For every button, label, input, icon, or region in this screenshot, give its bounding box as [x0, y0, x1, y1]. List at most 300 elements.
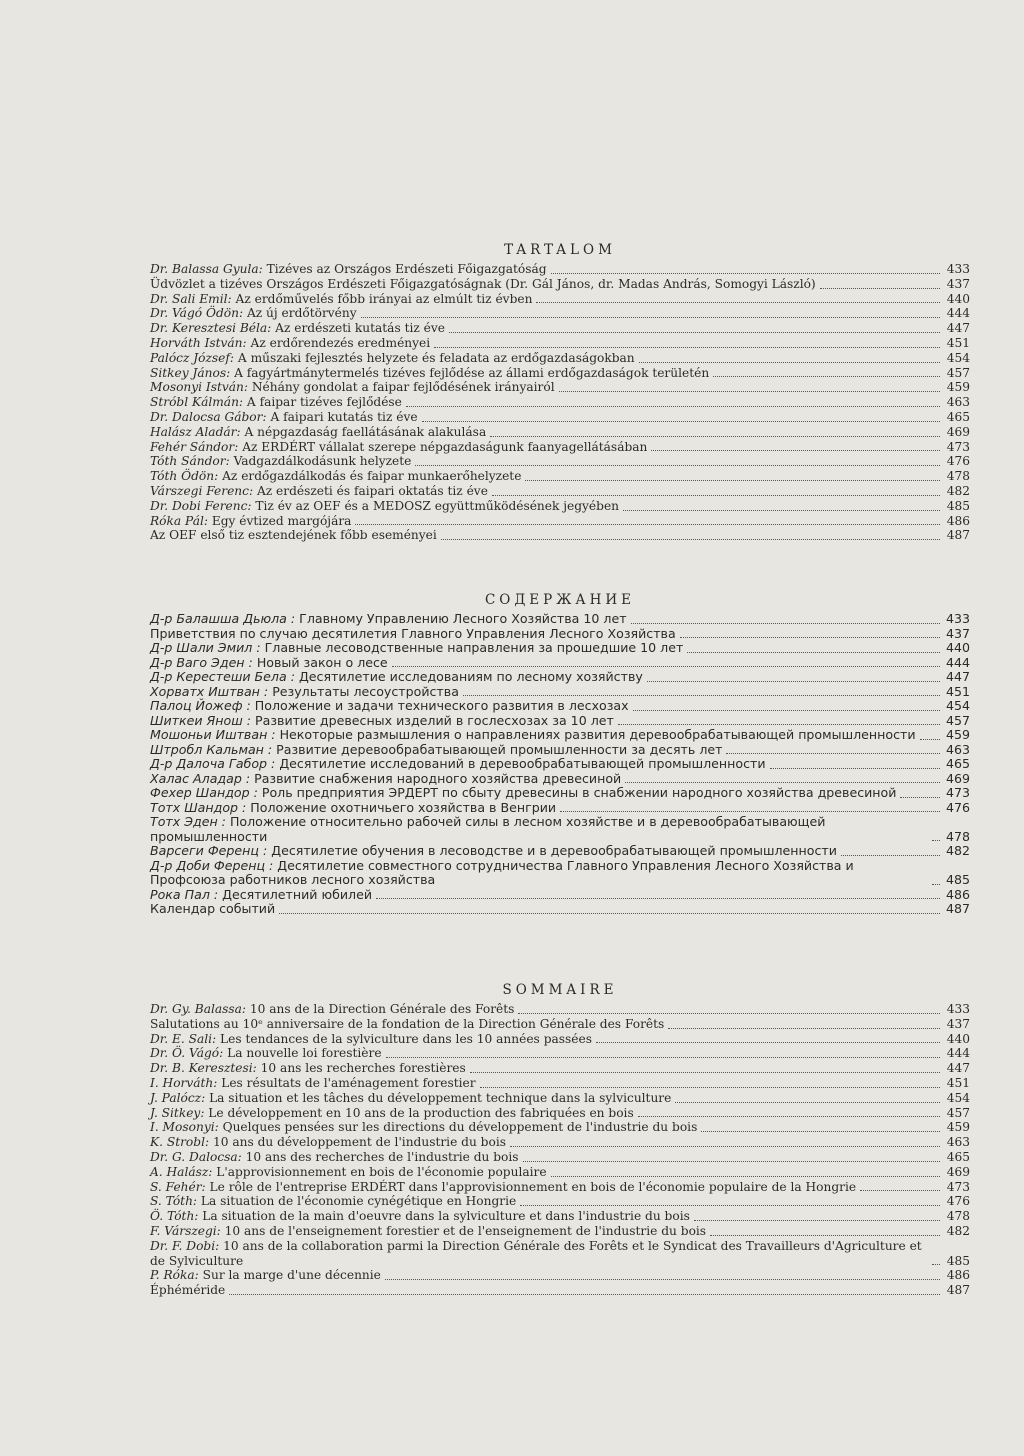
toc-french: [150, 982, 970, 1298]
toc-entry: [150, 1061, 970, 1076]
toc-entry: [150, 292, 970, 307]
toc-entry: [150, 902, 970, 917]
toc-entry-page: 469: [946, 424, 970, 439]
toc-entry-title: Некоторые размышления о направлениях развития деревообрабатывающей промышленности: [279, 727, 916, 742]
toc-entry: [150, 1224, 970, 1239]
toc-entry-text: [150, 469, 521, 484]
toc-entry: [150, 728, 970, 743]
toc-entry-author: Mosonyi István:: [150, 380, 248, 395]
toc-entry-text: [150, 1239, 928, 1269]
toc-entry-author: Dr. Dalocsa Gábor:: [150, 409, 267, 424]
toc-entry-author: Halász Aladár:: [150, 424, 241, 439]
toc-entry-page: 457: [946, 1105, 970, 1120]
toc-list-french: [150, 1002, 970, 1298]
toc-entry-page: 447: [946, 1061, 970, 1076]
dot-leader: [770, 768, 940, 769]
toc-entry-page: 486: [946, 1268, 970, 1283]
toc-entry-page: 444: [945, 654, 970, 670]
toc-entry: [150, 1239, 970, 1269]
toc-list-hungarian: [150, 262, 970, 543]
toc-entry: [150, 1017, 970, 1032]
dot-leader: [680, 637, 940, 638]
toc-entry-author: Fehér Sándor:: [150, 439, 239, 454]
toc-entry-page: 473: [945, 785, 970, 800]
toc-entry-title: Le rôle de l'entreprise ERDÉRT dans l'approvisionnement en bois de l'économie populaire de la Hongrie: [209, 1179, 857, 1194]
toc-entry-title: La situation de la main d'oeuvre dans la sylviculture et dans l'industrie du bois: [202, 1209, 690, 1224]
toc-entry: [150, 1046, 970, 1061]
toc-entry-page: 433: [946, 1002, 970, 1016]
toc-entry-author: Dr. E. Sali:: [150, 1031, 217, 1046]
dot-leader: [713, 376, 940, 377]
toc-entry-page: 454: [946, 350, 970, 365]
toc-entry-text: [150, 1224, 706, 1239]
toc-entry-page: 487: [946, 528, 970, 543]
toc-entry-author: Sitkey János:: [150, 365, 231, 380]
toc-entry-title: La situation et les tâches du développement technique dans la sylviculture: [209, 1090, 672, 1105]
toc-entry-title: Приветствия по случаю десятилетия Главного Управления Лесного Хозяйства: [150, 625, 676, 641]
toc-russian: [150, 592, 970, 917]
toc-entry-author: Халас Аладар :: [150, 770, 251, 786]
toc-entry-page: 451: [945, 683, 970, 699]
toc-entry-page: 440: [945, 640, 970, 655]
toc-entry-title: Главные лесоводственные направления за прошедшие 10 лет: [264, 640, 684, 655]
dot-leader: [623, 510, 940, 511]
dot-leader: [633, 710, 940, 711]
toc-entry: [150, 757, 970, 772]
toc-entry-author: Тотх Шандор :: [150, 799, 247, 815]
toc-entry: [150, 641, 970, 656]
toc-entry-title: Üdvözlet a tizéves Országos Erdészeti Főigazgatóságnak (Dr. Gál János, dr. Madas András, Somogyi László): [150, 276, 816, 291]
toc-entry-text: [150, 1268, 381, 1283]
toc-entry-title: 10 ans les recherches forestières: [260, 1061, 466, 1076]
toc-entry-title: Развитие снабжения народного хозяйства древесиной: [254, 770, 622, 786]
toc-entry-author: I. Horváth:: [150, 1075, 218, 1090]
toc-entry-author: Dr. Sali Emil:: [150, 291, 232, 306]
dot-leader: [932, 884, 940, 885]
toc-entry-author: Д-р Доби Ференц :: [150, 857, 274, 873]
toc-entry-page: 478: [945, 828, 970, 844]
toc-entry-author: K. Strobl:: [150, 1135, 210, 1150]
toc-entry-title: Salutations au 10ᵉ anniversaire de la fondation de la Direction Générale des Forêts: [150, 1016, 665, 1031]
toc-entry: [150, 888, 970, 903]
toc-entry-page: 486: [946, 513, 970, 528]
toc-entry-text: [150, 1046, 382, 1061]
toc-entry-title: Десятилетие обучения в лесоводстве и в деревообрабатывающей промышленности: [271, 843, 837, 858]
toc-entry-title: 10 ans de l'enseignement forestier et de l'enseignement de l'industrie du bois: [224, 1223, 707, 1238]
dot-leader: [710, 1235, 940, 1236]
toc-entry-title: Sur la marge d'une décennie: [202, 1268, 381, 1283]
toc-entry-text: [150, 627, 676, 642]
toc-entry-text: [150, 815, 928, 844]
toc-entry-author: Хорватх Иштван :: [150, 683, 269, 699]
toc-entry-text: [150, 1091, 671, 1106]
toc-entry-page: 437: [946, 276, 970, 291]
toc-entry-text: [150, 1017, 664, 1032]
dot-leader: [406, 406, 940, 407]
toc-entry-page: 440: [946, 291, 970, 306]
toc-entry-text: [150, 641, 683, 656]
toc-entry-text: [150, 1120, 697, 1135]
toc-entry: [150, 859, 970, 888]
dot-leader: [625, 782, 940, 783]
toc-entry-page: 457: [946, 365, 970, 380]
toc-entry-text: [150, 484, 488, 499]
toc-entry-author: Фехер Шандор :: [150, 785, 258, 800]
toc-entry-title: Néhány gondolat a faipar fejlődésének irányairól: [251, 380, 555, 395]
dot-leader: [694, 1220, 940, 1221]
toc-entry-text: [150, 714, 614, 729]
toc-entry-title: Az erdészeti és faipari oktatás tiz éve: [256, 483, 488, 498]
dot-leader: [551, 1176, 940, 1177]
toc-entry: [150, 772, 970, 787]
toc-entry: [150, 380, 970, 395]
toc-entry: [150, 1194, 970, 1209]
dot-leader: [463, 695, 940, 696]
toc-entry-page: 473: [946, 1179, 970, 1194]
toc-entry-title: Развитие деревообрабатывающей промышленности за десять лет: [276, 741, 723, 757]
toc-entry-author: I. Mosonyi:: [150, 1120, 219, 1135]
dot-leader: [668, 1028, 940, 1029]
toc-entry-title: Результаты лесоустройства: [272, 683, 459, 699]
toc-entry-author: Várszegi Ferenc:: [150, 483, 254, 498]
toc-entry-text: [150, 1002, 514, 1017]
toc-entry-text: [150, 395, 402, 410]
toc-heading-russian: СОДЕРЖАНИЕ: [484, 592, 636, 608]
toc-entry: [150, 1180, 970, 1195]
toc-entry: [150, 714, 970, 729]
toc-entry: [150, 336, 970, 351]
toc-entry-title: La nouvelle loi forestière: [227, 1046, 382, 1061]
toc-entry-page: 486: [945, 886, 970, 902]
toc-entry-title: Quelques pensées sur les directions du développement de l'industrie du bois: [222, 1120, 698, 1135]
toc-entry-text: [150, 336, 430, 351]
toc-entry-page: 451: [946, 1075, 970, 1090]
toc-entry-page: 476: [946, 1194, 970, 1209]
toc-entry: [150, 1032, 970, 1047]
toc-entry-title: Az erdőművelés főbb irányai az elmúlt tiz évben: [235, 291, 533, 306]
toc-entry-author: S. Fehér:: [150, 1179, 206, 1194]
toc-entry-text: [150, 888, 372, 903]
toc-entry-page: 482: [946, 483, 970, 498]
toc-entry: [150, 1165, 970, 1180]
toc-entry-title: Le développement en 10 ans de la production des fabriquées en bois: [208, 1105, 634, 1120]
toc-entry: [150, 685, 970, 700]
toc-entry: [150, 743, 970, 758]
toc-entry-title: Az új erdőtörvény: [246, 306, 357, 321]
dot-leader: [675, 1102, 940, 1103]
toc-entry-text: [150, 1076, 476, 1091]
toc-entry-text: [150, 699, 629, 714]
toc-entry-page: 463: [946, 1135, 970, 1150]
toc-entry: [150, 321, 970, 336]
toc-entry-text: [150, 454, 411, 469]
toc-heading-hungarian: TARTALOM: [504, 242, 616, 258]
toc-entry: [150, 699, 970, 714]
toc-entry-title: Les tendances de la sylviculture dans les 10 années passées: [220, 1031, 592, 1046]
dot-leader: [651, 450, 940, 451]
toc-entry-page: 473: [946, 439, 970, 454]
dot-leader: [470, 1072, 940, 1073]
toc-entry-text: [150, 410, 418, 425]
dot-leader: [647, 681, 940, 682]
toc-entry-page: 447: [946, 321, 970, 336]
toc-entry-page: 457: [945, 712, 970, 728]
toc-entry-text: [150, 1194, 516, 1209]
toc-entry-page: 451: [946, 335, 970, 350]
toc-entry-text: [150, 1106, 634, 1121]
toc-entry-title: Tizéves az Országos Erdészeti Főigazgatóság: [266, 262, 547, 276]
dot-leader: [559, 391, 940, 392]
dot-leader: [490, 436, 940, 437]
toc-entry-author: Рока Пал :: [150, 886, 219, 902]
toc-entry-author: P. Róka:: [150, 1268, 199, 1283]
toc-entry-title: Положение относительно рабочей силы в лесном хозяйстве и в деревообрабатывающей промышленности: [150, 814, 826, 844]
toc-entry: [150, 627, 970, 642]
toc-entry: [150, 277, 970, 292]
dot-leader: [518, 1013, 940, 1014]
toc-entry: [150, 815, 970, 844]
toc-entry-title: 10 ans des recherches de l'industrie du bois: [245, 1149, 519, 1164]
toc-entry: [150, 306, 970, 321]
dot-leader: [422, 421, 940, 422]
toc-entry: [150, 670, 970, 685]
toc-entry-title: Egy évtized margójára: [211, 513, 352, 528]
dot-leader: [932, 1264, 940, 1265]
toc-entry: [150, 1150, 970, 1165]
toc-entry-author: Dr. Vágó Ödön:: [150, 306, 244, 321]
toc-entry-text: [150, 425, 486, 440]
toc-entry-title: Az erdőgazdálkodás és faipar munkaerőhelyzete: [222, 469, 522, 484]
toc-entry-title: A faipar tizéves fejlődése: [246, 395, 402, 410]
toc-entry-author: Dr. Ö. Vágó:: [150, 1046, 224, 1061]
toc-entry-author: S. Tóth:: [150, 1194, 198, 1209]
toc-entry-title: L'approvisionnement en bois de l'économie populaire: [216, 1164, 547, 1179]
toc-entry-title: Главному Управлению Лесного Хозяйства 10 лет: [299, 611, 627, 626]
toc-entry-title: 10 ans de la collaboration parmi la Direction Générale des Forêts et le Syndicat des Travailleurs d'Agriculture et de Sylviculture: [150, 1238, 922, 1268]
toc-entry: [150, 1135, 970, 1150]
toc-entry-title: A fagyártmánytermelés tizéves fejlődése az állami erdőgazdaságok területén: [234, 365, 710, 380]
toc-entry-title: A népgazdaság faellátásának alakulása: [244, 424, 487, 439]
dot-leader: [900, 797, 940, 798]
toc-entry-page: 463: [945, 741, 970, 757]
toc-entry-text: [150, 1032, 592, 1047]
toc-entry-title: Положение охотничьего хозяйства в Венгрии: [250, 799, 557, 815]
toc-entry-author: Д-р Далоча Габор :: [150, 756, 276, 771]
toc-entry-text: [150, 262, 547, 277]
toc-entry-title: Az erdészeti kutatás tiz éve: [275, 321, 445, 336]
dot-leader: [932, 840, 940, 841]
toc-entry: [150, 395, 970, 410]
toc-entry-page: 476: [946, 454, 970, 469]
toc-entry-author: Д-р Балашша Дьюла :: [150, 611, 296, 626]
toc-entry-author: Róka Pál:: [150, 513, 208, 528]
toc-entry-text: [150, 685, 459, 700]
toc-entry-author: Dr. B. Keresztesi:: [150, 1061, 257, 1076]
toc-entry-title: Роль предприятия ЭРДЕРТ по сбыту древесины в снабжении народного хозяйства древесиной: [261, 785, 897, 800]
dot-leader: [560, 811, 940, 812]
toc-entry-text: [150, 670, 643, 685]
toc-entry-text: [150, 499, 619, 514]
dot-leader: [480, 1087, 940, 1088]
toc-entry-text: [150, 351, 635, 366]
toc-entry-text: [150, 801, 556, 816]
toc-entry-author: F. Várszegi:: [150, 1223, 221, 1238]
dot-leader: [523, 1161, 940, 1162]
dot-leader: [376, 898, 940, 899]
toc-entry-title: Les résultats de l'aménagement forestier: [221, 1075, 476, 1090]
toc-entry: [150, 844, 970, 859]
dot-leader: [441, 539, 940, 540]
toc-entry-text: [150, 514, 351, 529]
toc-entry: [150, 656, 970, 671]
toc-entry-page: 463: [946, 395, 970, 410]
toc-entry-text: [150, 772, 621, 787]
dot-leader: [596, 1042, 940, 1043]
toc-entry: [150, 454, 970, 469]
toc-entry-title: Календар событий: [150, 901, 276, 916]
toc-entry: [150, 528, 970, 543]
toc-entry: [150, 1209, 970, 1224]
toc-entry-page: 454: [946, 1090, 970, 1105]
toc-entry-author: Шиткеи Янош :: [150, 712, 251, 728]
toc-entry-page: 437: [946, 1016, 970, 1031]
toc-entry-title: Éphéméride: [150, 1283, 226, 1298]
dot-leader: [355, 524, 940, 525]
toc-entry-text: [150, 321, 445, 336]
toc-entry-title: 10 ans de la Direction Générale des Forêts: [249, 1002, 515, 1016]
toc-entry-title: Новый закон о лесе: [256, 654, 388, 670]
toc-entry-page: 433: [946, 262, 970, 276]
dot-leader: [618, 724, 940, 725]
toc-entry-text: [150, 366, 709, 381]
toc-entry-author: Dr. Gy. Balassa:: [150, 1002, 247, 1016]
dot-leader: [229, 1294, 940, 1295]
toc-entry-title: Десятилетний юбилей: [222, 886, 373, 902]
toc-entry: [150, 1268, 970, 1283]
toc-entry-page: 478: [946, 469, 970, 484]
toc-entry-page: 437: [945, 625, 970, 641]
toc-entry-author: Д-р Керестеши Бела :: [150, 669, 295, 684]
toc-entry-text: [150, 656, 388, 671]
toc-entry-text: [150, 1061, 466, 1076]
toc-entry-page: 469: [946, 1164, 970, 1179]
toc-entry: [150, 499, 970, 514]
toc-entry-page: 485: [945, 872, 970, 887]
toc-entry-page: 476: [945, 799, 970, 815]
dot-leader: [279, 913, 940, 914]
toc-entry-page: 485: [946, 498, 970, 513]
toc-entry: [150, 786, 970, 801]
toc-entry: [150, 484, 970, 499]
dot-leader: [639, 362, 940, 363]
toc-entry-page: 482: [945, 843, 970, 858]
toc-entry-title: 10 ans du développement de l'industrie du bois: [212, 1135, 506, 1150]
toc-entry: [150, 410, 970, 425]
dot-leader: [361, 317, 940, 318]
toc-entry-title: La situation de l'économie cynégétique en Hongrie: [200, 1194, 517, 1209]
dot-leader: [392, 666, 940, 667]
toc-entry-author: Palócz József:: [150, 350, 235, 365]
toc-entry-author: Варсеги Ференц :: [150, 843, 268, 858]
dot-leader: [386, 1057, 940, 1058]
toc-entry-text: [150, 292, 532, 307]
toc-entry-title: Az ERDÉRT vállalat szerepe népgazdaságunk faanyagellátásában: [242, 439, 648, 454]
toc-entry-text: [150, 859, 928, 888]
toc-entry-text: [150, 1209, 690, 1224]
toc-entry-page: 440: [946, 1031, 970, 1046]
toc-entry: [150, 1002, 970, 1017]
toc-entry-title: Десятилетие исследованиям по лесному хозяйству: [298, 669, 643, 684]
toc-entry-page: 459: [945, 727, 970, 742]
toc-entry: [150, 440, 970, 455]
toc-entry-text: [150, 277, 816, 292]
toc-entry-text: [150, 306, 357, 321]
toc-entry-page: 444: [946, 1046, 970, 1061]
toc-entry-page: 487: [946, 1283, 970, 1298]
toc-entry-title: Развитие древесных изделий в гослесхозах за 10 лет: [255, 712, 614, 728]
toc-entry-title: Положение и задачи технического развития в лесхозах: [254, 698, 629, 713]
toc-entry-author: Dr. G. Dalocsa:: [150, 1149, 242, 1164]
toc-entry: [150, 1283, 970, 1298]
dot-leader: [820, 288, 940, 289]
toc-entry-text: [150, 1180, 856, 1195]
dot-leader: [385, 1279, 940, 1280]
toc-entry-page: 459: [946, 1120, 970, 1135]
toc-entry-author: Тотх Эден :: [150, 814, 226, 829]
toc-entry-author: Мошоньи Иштван :: [150, 727, 276, 742]
toc-entry-author: Dr. F. Dobi:: [150, 1238, 220, 1253]
toc-entry-page: 478: [946, 1209, 970, 1224]
toc-entry: [150, 262, 970, 277]
toc-entry-author: Dr. Balassa Gyula:: [150, 262, 263, 276]
toc-entry-text: [150, 728, 916, 743]
dot-leader: [920, 739, 940, 740]
toc-entry-page: 447: [945, 669, 970, 684]
toc-entry-page: 485: [946, 1253, 970, 1268]
toc-entry-text: [150, 757, 766, 772]
dot-leader: [492, 495, 940, 496]
dot-leader: [434, 347, 940, 348]
dot-leader: [726, 753, 940, 754]
toc-entry: [150, 1076, 970, 1091]
toc-entry-author: A. Halász:: [150, 1164, 213, 1179]
toc-entry: [150, 425, 970, 440]
toc-entry-title: Tiz év az OEF és a MEDOSZ együttműködésének jegyében: [255, 498, 620, 513]
toc-entry-page: 444: [946, 306, 970, 321]
toc-entry-page: 469: [945, 770, 970, 786]
dot-leader: [687, 652, 940, 653]
toc-list-russian: [150, 612, 970, 917]
toc-entry-text: [150, 844, 837, 859]
toc-entry-text: [150, 786, 896, 801]
toc-entry-page: 459: [946, 380, 970, 395]
toc-entry-text: [150, 380, 555, 395]
toc-entry-page: 465: [946, 409, 970, 424]
toc-entry-text: [150, 1165, 547, 1180]
toc-heading-french: SOMMAIRE: [502, 982, 618, 998]
toc-entry-text: [150, 612, 627, 627]
toc-entry-text: [150, 1150, 519, 1165]
toc-entry-title: A műszaki fejlesztés helyzete és feladata az erdőgazdaságokban: [237, 350, 635, 365]
dot-leader: [701, 1131, 940, 1132]
dot-leader: [536, 302, 940, 303]
toc-entry-author: Tóth Sándor:: [150, 454, 230, 469]
toc-entry-page: 433: [945, 611, 970, 626]
toc-entry-page: 487: [945, 901, 970, 916]
toc-entry: [150, 351, 970, 366]
toc-entry-author: Д-р Шали Эмил :: [150, 640, 261, 655]
toc-entry-author: Д-р Ваго Эден :: [150, 654, 253, 670]
